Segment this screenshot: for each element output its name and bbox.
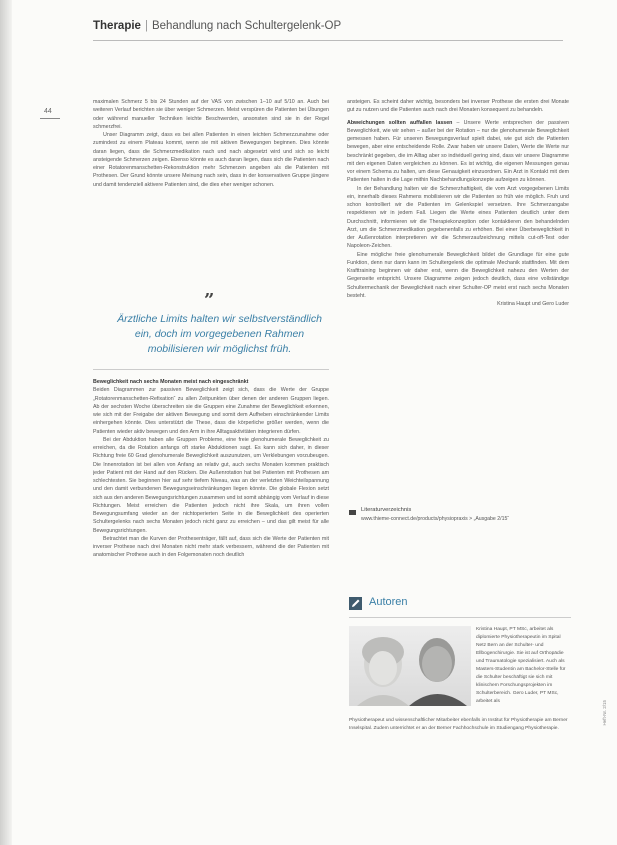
pull-quote: Ärztliche Limits halten wir selbstverständlich ein, doch im vorgegebenen Rahmen mobilisieren wir möglichst früh. xyxy=(117,313,322,355)
authors-bio-continued: Physiotherapeut und wissenschaftlicher Mitarbeiter ebenfalls im Institut für Physiotherapie am Berner Inselspital. Zudem unterrichtet er an der Berner Fachhochschule im Studiengang Physiotherapie. xyxy=(349,718,568,731)
paragraph: Unser Diagramm zeigt, dass es bei allen Patienten in einen leichten Schmerzzunahme oder zumindest zu einem Plateau kommt, wenn sie mit aktiven Bewegungen beginnen. Dies könnte daran liegen, dass die Schmerzmedikation nach und nach abgesetzt wird und sich so leicht ansteigende Schmerzen zeigen. Ebenso könnte es auch daran liegen, dass sich die Patienten nach einer Rotatorenmanschetten-Rekonstruktion mehr Schmerzen angeben als die Patienten mit Prothesen. Der Grund könnte unsere Meinung nach sein, dass in der konservativen Gruppe jüngere und damit tendenziell aktivere Patienten sind, die dies eher weniger schonen. xyxy=(93,132,329,188)
section-heading: Beweglichkeit nach sechs Monaten meist nach eingeschränkt xyxy=(93,379,249,385)
authors-bio: Kristina Haupt, PT MSc, arbeitet als diplomierte Physiotherapeutin im Spital Netz Bern an der Schulter- und Ellbogenchirurgie. Sie ist auf Orthopädie und Traumatologie spezialisiert. Auch als Masters-Studentin am Bachelor-Stelle für die Schulter beschäftigt sie sich mit klinischem Forschungsprojekten im Schulterbereich. Gero Luder, PT MSc, arbeitet als xyxy=(476,627,566,704)
quote-mark-icon: ” xyxy=(204,290,215,311)
header-section: Therapie xyxy=(93,20,141,32)
paragraph: maximalen Schmerz 5 bis 24 Stunden auf der VAS von zwischen 1–10 auf 5/10 an. Auch bei weiteren Verlauf berichten sie über weniger Schmerzen. Meist verspüren die Patienten bei Übungen oder während manueller Techniken leichte Beschwerden, ansonsten sind sie in der Regel schmerzfrei. xyxy=(93,99,329,130)
article-authors: Kristina Haupt und Gero Luder xyxy=(497,301,569,307)
paragraph: Bei der Abduktion haben alle Gruppen Probleme, eine freie glenohumerale Beweglichkeit zu erreichen, da die Rotation anfangs oft starke Abduktionen sagt. Es kann sich daher, in dieser Richtung freie 60 Grad glenohumerale Beweglichkeit auszunutzen, um Verklebungen vorzubeugen. Die Innenrotation ist bei allen von Anfang an relativ gut, auch sechs Monaten kommen praktisch jeder Patient mit der Hand auf den Rücken. Die Außenrotation hat bei Patienten mit Prothesen am schlechtesten. Sie beginnen hier auf sehr tiefem Niveau, was an der verletzten Weichteilspannung und den damit verbundenen Bewegungseinschränkungen liegen könnte. Die globale Flexion setzt sich aus den anderen Bewegungsrichtungen zusammen und ist somit abhängig vom Verlauf in diese Richtungen. Meist erreichen die Patienten jedoch nicht ihre Skala, um ihren vollen Bewegungsumfang wieder an der nichtoperierten Seite in die Beweglichkeit des operierten Schultergelenks nach sechs Monaten jedoch nicht ganz zu erreichen – und das gilt meist für alle Bewegungsrichtungen. xyxy=(93,436,329,534)
page-number: 44 xyxy=(44,108,52,115)
column-left-bottom xyxy=(93,378,329,778)
column-left-top xyxy=(93,98,329,292)
header-rule xyxy=(93,40,563,41)
paragraph: In der Behandlung halten wir die Schmerzhaftigkeit, die vom Arzt vorgegebenen Limits ein, innerhalb dieses Rahmens mobilisieren wir die Patienten so früh wie möglich. Fruh und schon kontrolliert wir die Patienten im Gelenkspiel versetzen. Ihre Schmerzangabe respektieren wir in jedem Fall. Liegen die Werte eines Patienten deutlich unter dem Durchschnitt, informieren wir die Therapiekonzeption oder kontaktieren den behandelnden Arzt, um die Schmerzmedikation gegebenenfalls zu erhöhen. Bei einer Überbeweglichkeit in der Außenrotation interpretieren wir die Schmerzaufzeichnung mittels cut-off-Test oder Napoleon-Zeichen. xyxy=(347,185,569,250)
header-divider: | xyxy=(144,20,148,32)
paragraph: Eine mögliche freie glenohumerale Beweglichkeit bildet die Grundlage für eine gute Funktion, denn nur dann kann im Schultergelenk die optimale Mechanik stattfinden. Mit dem Krafttraining beginnen wir daher erst, wenn die Beweglichkeit nahezu den Werten der Gegenseite entspricht. Unsere Diagramme zeigen jedoch deutlich, dass eine vollständige Schultermechanik der Beweglichkeit nach einer Schulter-OP meist erst nach sechs Monaten besteht. xyxy=(347,251,569,299)
header-title: Behandlung nach Schultergelenk-OP xyxy=(151,20,342,32)
authors-photo xyxy=(349,626,471,706)
pull-quote-rule xyxy=(93,369,329,370)
section-heading: Abweichungen sollten auffallen lassen xyxy=(347,119,453,126)
authors-rule xyxy=(349,617,571,618)
column-right: ansteigen. Es scheint daher wichtig, besonders bei inverser Prothese die ersten drei Monate gut zu nutzen und die Patienten auch nach drei Monaten konsequent zu behandeln. Abweichungen sollten auffallen lassen – Unsere Werte entsprechen der passiven Beweglichkeit, wie wir sehen – außer bei der Rotation – nur die glenohumerale Beweglichkeit gemessen haben. Für unseren Bewegungsverlauf spielt dabei, wie gut sich die Patienten bewegen, aber eine entscheidende Rolle. Zwar haben wir unsere Daten, Werte die Werte nur beschränkt gegeben, die im Alltag aber so individuell gering sind, dass wir unsere Diagramme mit den eigenen Daten vergleichen zu können. Es ist wichtig, die eigenen Messungen genau vor einem Schema zu halten, um diese Genauigkeit einzuordnen. Ein Arzt in Kontakt mit dem Patienten halten in die Lage mithin Nachbehandlungskonzepte aufzeigen zu können. In der Behandlung halten wir die Schmerzhaftigkeit, die vom Arzt vorgegebenen Limits ein, innerhalb dieses Rahmens mobilisieren wir die Patienten so früh wie möglich. Fruh und schon kontrolliert wir die Patienten im Gelenkspiel versetzen. Ihre Schmerzangabe respektieren wir in jedem Fall. Liegen die Werte eines Patienten deutlich unter dem Durchschnitt, informieren wir die Therapiekonzeption oder kontaktieren den behandelnden Arzt, um die Schmerzmedikation gegebenenfalls zu erhöhen. Bei einer Überbeweglichkeit in der Außenrotation interpretieren wir die Schmerzaufzeichnung mittels cut-off-Test oder Napoleon-Zeichen. Eine mögliche freie glenohumerale Beweglichkeit bildet die Grundlage für eine gute Funktion, denn nur dann kann im Schultergelenk die optimale Mechanik stattfinden. Mit dem Krafttraining beginnen wir daher erst, wenn die Beweglichkeit nahezu den Werten der Gegenseite entspricht. Unsere Diagramme zeigen jedoch deutlich, dass eine vollständige Schultermechanik der Beweglichkeit nach einer Schulter-OP meist erst nach sechs Monaten besteht. Kristina Haupt und Gero Luder xyxy=(347,99,569,307)
literature-title: Literaturverzeichnis xyxy=(361,507,412,513)
page-binding-shadow xyxy=(0,0,12,845)
pencil-icon xyxy=(349,597,362,610)
literature-link[interactable]: www.thieme-connect.de/products/physiopraxis > „Ausgabe 2/15“ xyxy=(361,516,510,522)
paragraph: Betrachtet man die Kurven der Prothesenträger, fällt auf, dass sich die Werte der Patienten mit inverser Prothese nach drei Monaten nicht mehr stark verbessern, während die der Patienten mit anatomischer Prothese auch in den Folgemonaten noch deutlich xyxy=(93,535,329,559)
paragraph: Beiden Diagrammen zur passiven Beweglichkeit zeigt sich, dass die Werte der Gruppe „Rotatorenmanschetten-Refixation“ zu allen Zeitpunkten über denen der anderen Gruppen liegen. Ab der sechsten Woche überschreiten sie die Gruppen eine Zunahme der Beweglichkeit erkennen, wie sich mit der Freigabe der aktiven Bewegung und somit dem Aufheben einschränkender Limits einhergehen könnte. Dies unterstützt die These, dass die körperliche größer werden, wenn die Patienten wieder aktiv bewegen und den Arm in ihre Alltagsaktivitäten integrieren dürfen. xyxy=(93,387,329,435)
paragraph: Unsere Werte entsprechen der passiven Beweglichkeit, wie wir sehen – außer bei der Rotation – nur die glenohumerale Beweglichkeit gemessen haben. Für unseren Bewegungsverlauf spielt dabei, wie gut sich die Patienten bewegen, aber eine entscheidende Rolle. Zwar haben wir unsere Daten, Werte die Werte nur beschränkt gegeben, die im Alltag aber so individuell gering sind, dass wir unsere Diagramme mit den eigenen Daten vergleichen zu können. Es ist wichtig, die eigenen Messungen genau vor einem Schema zu halten, um diese Genauigkeit einzuordnen. Ein Arzt in Kontakt mit dem Patienten halten in die Lage mithin Nachbehandlungskonzepte aufzeigen zu können. xyxy=(347,119,569,184)
page-number-rule xyxy=(40,118,60,119)
paragraph: ansteigen. Es scheint daher wichtig, besonders bei inverser Prothese die ersten drei Monate gut zu nutzen und die Patienten auch nach drei Monaten konsequent zu behandeln. xyxy=(347,99,569,114)
literature-icon xyxy=(349,510,356,515)
margin-text: Heft-Nr. 2/15 xyxy=(602,700,607,726)
page-header xyxy=(93,20,341,32)
authors-title: Autoren xyxy=(369,596,408,608)
